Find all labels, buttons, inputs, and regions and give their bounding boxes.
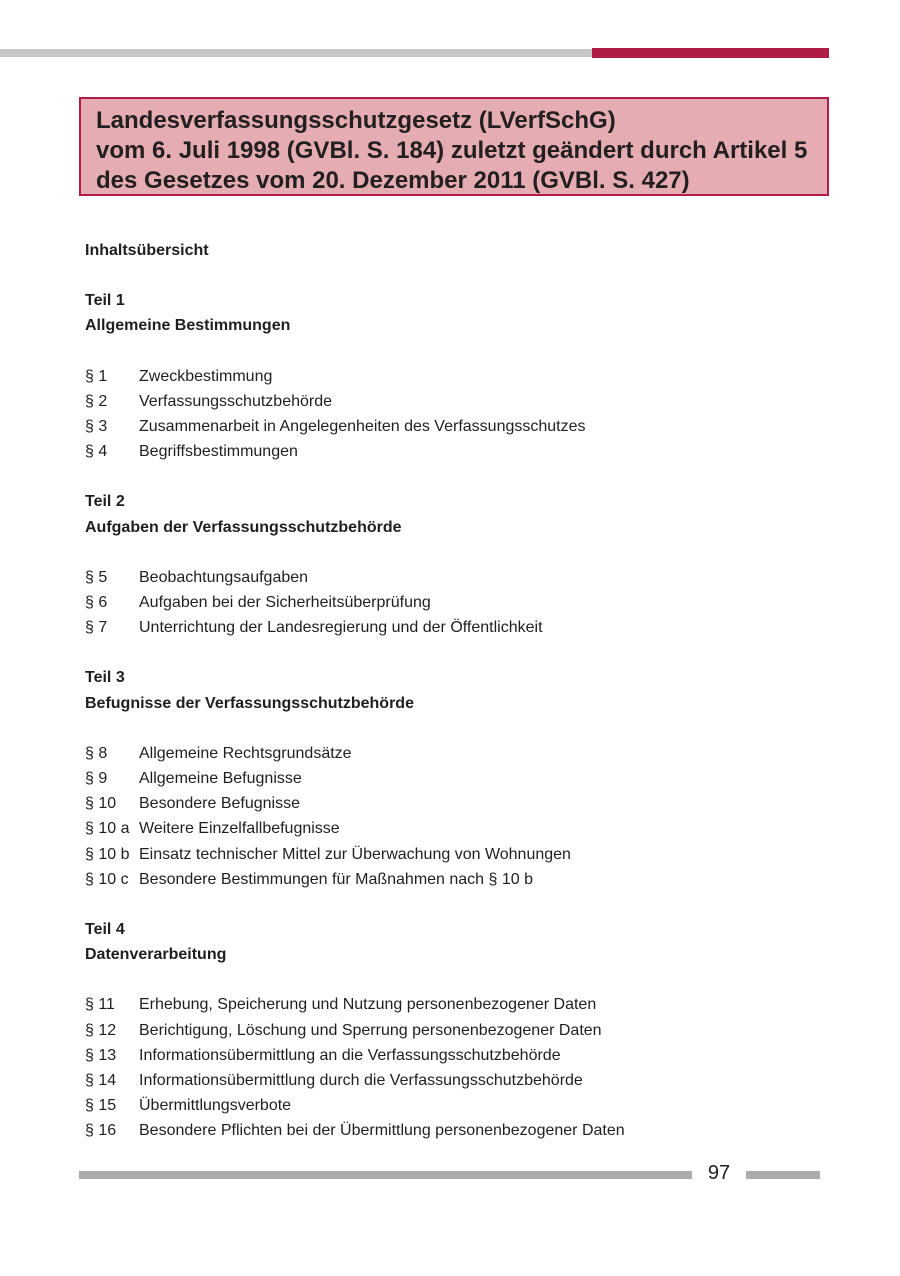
toc-part: [85, 665, 825, 892]
section-title: Informationsübermittlung durch die Verfassungsschutzbehörde: [139, 1072, 583, 1090]
toc-entry: [85, 565, 825, 590]
section-number: § 16: [85, 1122, 117, 1140]
toc-entry: [85, 842, 825, 867]
section-title: Beobachtungsaufgaben: [139, 568, 309, 586]
section-title: Verfassungsschutzbehörde: [139, 392, 333, 410]
toc-heading: Inhaltsübersicht: [85, 242, 209, 259]
section-number: § 14: [85, 1072, 117, 1090]
section-title: Zweckbestimmung: [139, 367, 273, 385]
section-title: Zusammenarbeit in Angelegenheiten des Verfassungsschutzes: [139, 418, 586, 436]
toc-entry: [85, 1093, 825, 1118]
part-number: Teil 4: [85, 921, 125, 939]
section-title: Berichtigung, Löschung und Sperrung personenbezogener Daten: [139, 1021, 602, 1039]
section-title: Einsatz technischer Mittel zur Überwachung von Wohnungen: [139, 845, 571, 863]
section-number: § 6: [85, 594, 108, 612]
toc-entry: [85, 364, 825, 389]
section-number: § 10 b: [85, 845, 130, 863]
section-title: Besondere Pflichten bei der Übermittlung personenbezogener Daten: [139, 1122, 625, 1140]
toc-entry: [85, 414, 825, 439]
title-box: [79, 97, 829, 196]
section-number: § 15: [85, 1097, 117, 1115]
section-number: § 5: [85, 568, 108, 586]
toc-entry: [85, 1068, 825, 1093]
toc-part: [85, 917, 825, 1144]
section-number: § 11: [85, 996, 115, 1014]
section-title: Besondere Bestimmungen für Maßnahmen nach § 10 b: [139, 870, 534, 888]
toc-entry: [85, 439, 825, 464]
part-number: Teil 3: [85, 669, 125, 687]
section-title: Übermittlungsverbote: [139, 1097, 292, 1115]
section-number: § 2: [85, 392, 108, 410]
header-rule-gray: [0, 49, 592, 57]
section-number: § 1: [85, 367, 108, 385]
part-number: Teil 2: [85, 493, 125, 511]
section-title: Unterrichtung der Landesregierung und der Öffentlichkeit: [139, 619, 543, 637]
toc-entry: [85, 867, 825, 892]
table-of-contents: [85, 238, 825, 1169]
toc-entry: [85, 816, 825, 841]
section-title: Besondere Befugnisse: [139, 795, 300, 813]
toc-entry: [85, 992, 825, 1017]
document-title-line-3: des Gesetzes vom 20. Dezember 2011 (GVBl. S. 427): [96, 167, 690, 194]
section-number: § 8: [85, 744, 108, 762]
toc-part: [85, 288, 825, 464]
toc-entry: [85, 615, 825, 640]
toc-part: [85, 489, 825, 640]
document-title-line-2: vom 6. Juli 1998 (GVBl. S. 184) zuletzt geändert durch Artikel 5: [96, 137, 808, 164]
part-title: Befugnisse der Verfassungsschutzbehörde: [85, 694, 414, 712]
section-number: § 4: [85, 443, 108, 461]
section-number: § 9: [85, 770, 108, 788]
toc-entry: [85, 1118, 825, 1143]
toc-entry: [85, 389, 825, 414]
section-number: § 10 c: [85, 870, 129, 888]
toc-entry: [85, 741, 825, 766]
footer-rule-left: [79, 1171, 692, 1179]
section-title: Begriffsbestimmungen: [139, 443, 298, 461]
section-title: Informationsübermittlung an die Verfassungsschutzbehörde: [139, 1046, 561, 1064]
section-number: § 12: [85, 1021, 117, 1039]
section-number: § 10 a: [85, 820, 130, 838]
document-title-line-1: Landesverfassungsschutzgesetz (LVerfSchG): [96, 107, 616, 134]
toc-entry: [85, 1043, 825, 1068]
section-number: § 7: [85, 619, 108, 637]
section-title: Allgemeine Befugnisse: [139, 770, 302, 788]
part-number: Teil 1: [85, 292, 125, 310]
part-title: Datenverarbeitung: [85, 946, 227, 964]
section-title: Allgemeine Rechtsgrundsätze: [139, 744, 352, 762]
header-rule-accent: [592, 48, 829, 58]
section-number: § 3: [85, 418, 108, 436]
toc-entry: [85, 766, 825, 791]
section-title: Weitere Einzelfallbefugnisse: [139, 820, 340, 838]
section-number: § 13: [85, 1046, 117, 1064]
section-title: Erhebung, Speicherung und Nutzung personenbezogener Daten: [139, 996, 597, 1014]
toc-entry: [85, 590, 825, 615]
toc-entry: [85, 1018, 825, 1043]
page-number: 97: [707, 1162, 731, 1184]
toc-entry: [85, 791, 825, 816]
section-title: Aufgaben bei der Sicherheitsüberprüfung: [139, 594, 431, 612]
toc-parts: [85, 288, 825, 1143]
section-number: § 10: [85, 795, 117, 813]
footer-rule-right: [746, 1171, 820, 1179]
part-title: Aufgaben der Verfassungsschutzbehörde: [85, 518, 402, 536]
part-title: Allgemeine Bestimmungen: [85, 317, 291, 335]
